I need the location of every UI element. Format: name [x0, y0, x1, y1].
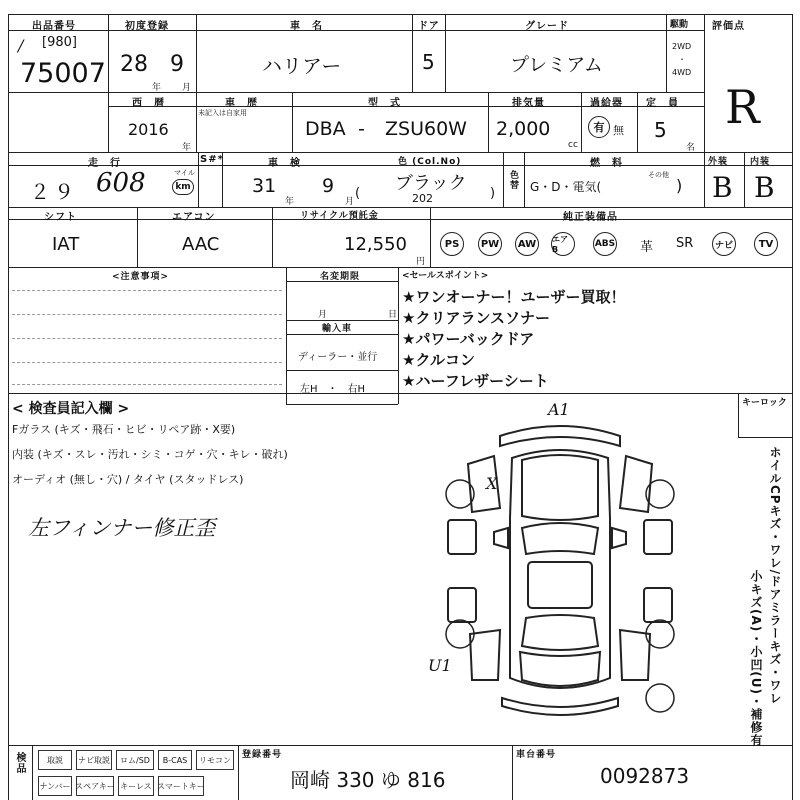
divider — [488, 92, 489, 152]
divider — [108, 14, 109, 152]
inspection-label: 車 検 — [268, 158, 301, 169]
divider — [238, 745, 239, 800]
check-bcas: B-CAS — [158, 750, 192, 770]
doors: 5 — [422, 50, 435, 74]
sales-point: ★クルコン — [402, 351, 475, 369]
western-year: 2016 — [128, 120, 169, 139]
turbo-label: 過給器 — [590, 98, 623, 109]
western-label: 西 暦 — [132, 98, 165, 109]
title-day: 日 — [388, 310, 398, 320]
mile-unit: マイル — [174, 169, 195, 177]
divider — [512, 745, 513, 800]
inspection-month: 9 — [322, 175, 335, 197]
repaint-label: 色替 — [508, 170, 518, 190]
lot-slash: / — [18, 36, 24, 55]
dash-line — [12, 314, 282, 315]
interior-grade: B — [754, 171, 775, 204]
model-dash: - — [358, 118, 365, 140]
exterior-grade: B — [712, 171, 733, 204]
legend-line-2: 小キズ(A)・小凹(U)・補修有 — [749, 570, 763, 747]
sales-point: ★クリアランスソナー — [402, 309, 550, 327]
dealer-parallel: ディーラー・並行 — [298, 352, 378, 363]
chassis-label: 車台番号 — [516, 750, 557, 760]
divider — [272, 207, 273, 267]
equip-sr: SR — [676, 236, 694, 251]
divider — [286, 267, 287, 404]
inspector-glass: Fガラス (キズ・飛石・ヒビ・リペア跡・X要) — [12, 423, 236, 436]
frame-right — [792, 14, 793, 800]
color-code: 202 — [412, 192, 433, 205]
ac-label: エアコン — [172, 212, 216, 223]
cc-unit: cc — [568, 140, 578, 150]
capacity-unit: 名 — [686, 143, 696, 153]
ac: AAC — [182, 234, 220, 255]
model-prefix: DBA — [305, 118, 346, 140]
divider — [581, 92, 582, 152]
inspection-year: 31 — [252, 175, 277, 197]
handle-line — [286, 370, 398, 371]
dash-line — [12, 290, 282, 291]
check-navi-manual: ナビ取説 — [76, 750, 112, 770]
interior-label: 内装 — [750, 157, 771, 167]
check-keyless: キーレス — [118, 776, 154, 796]
chassis-number: 0092873 — [600, 764, 690, 788]
equip-leather: 革 — [640, 240, 654, 255]
legend-line-1: ホイルCPキズ・ワレ/ドアミラーキズ・ワレ — [768, 446, 782, 705]
sales-label: <セールスポイント> — [402, 271, 489, 281]
divider — [196, 14, 197, 92]
divider — [412, 14, 413, 92]
frame-top — [8, 14, 792, 15]
km-unit: km — [172, 179, 194, 195]
history-note: 未記入は自家用 — [198, 109, 247, 117]
drive-dot: ・ — [678, 55, 686, 64]
divider — [637, 92, 638, 152]
reg-year: 28 — [120, 52, 148, 77]
keylock-label: キーロック — [742, 398, 787, 408]
row4-bottom-line — [8, 267, 792, 268]
plate-label: 登録番号 — [242, 750, 283, 760]
divider — [503, 152, 504, 207]
equip-aw: AW — [515, 232, 539, 256]
equip-ps: PS — [440, 232, 464, 256]
recycle-amount: 12,550 — [344, 234, 407, 255]
drive-label: 駆動 — [670, 20, 689, 30]
inspector-interior: 内装 (キズ・スレ・汚れ・シミ・コゲ・穴・キレ・破れ) — [12, 448, 288, 461]
check-rom-sd: ロム/SD — [116, 750, 154, 770]
reg-month: 9 — [170, 52, 184, 77]
fuel-label: 燃 料 — [590, 158, 623, 169]
lot-label: 出品番号 — [32, 21, 76, 32]
color-open-paren: ( — [355, 186, 361, 201]
divider — [744, 152, 745, 207]
check-spare-key: スペアキー — [76, 776, 114, 796]
check-manual: 取説 — [38, 750, 72, 770]
score: R — [725, 80, 760, 134]
sales-point: ★ワンオーナー！ユーザー買取！ — [402, 288, 626, 306]
doors-label: ドア — [418, 21, 440, 32]
check-remote: リモコン — [196, 750, 234, 770]
model-code: ZSU60W — [385, 118, 467, 140]
divider — [445, 14, 446, 92]
check-smart-key: スマートキー — [158, 776, 204, 796]
check-number-plate: ナンバー — [38, 776, 72, 796]
divider — [222, 152, 223, 207]
title-label: 名変期限 — [320, 272, 361, 282]
inspector-audio-tire: オーディオ (無し・穴) / タイヤ (スタッドレス) — [12, 473, 244, 486]
check-label: 検品 — [14, 752, 25, 774]
row4-label-line — [8, 219, 792, 220]
displacement: 2,000 — [496, 118, 551, 140]
divider — [430, 207, 431, 267]
reg-label: 初度登録 — [125, 21, 169, 32]
notes-bottom-line — [8, 393, 792, 394]
equipment-label: 純正装備品 — [563, 212, 618, 223]
drive-2wd: 2WD — [672, 42, 692, 51]
mileage-label: 走 行 — [88, 158, 121, 169]
history-label: 車 歴 — [225, 98, 258, 109]
handle-side: 左H ・ 右H — [300, 384, 366, 395]
fuel-other: その他 — [648, 171, 669, 179]
sales-point: ★ハーフレザーシート — [402, 372, 549, 390]
divider — [738, 393, 739, 437]
divider — [32, 745, 33, 800]
equip-navi: ナビ — [712, 232, 736, 256]
divider — [198, 152, 199, 207]
reg-year-unit: 年 — [152, 83, 162, 93]
dash-line — [12, 338, 282, 339]
turbo-no: 無 — [613, 124, 624, 137]
lot-sub: [980] — [42, 35, 77, 50]
title-month: 月 — [318, 310, 328, 320]
model-label: 型 式 — [368, 98, 401, 109]
inspection-month-unit: 月 — [345, 197, 355, 207]
notes-box-bottom — [286, 404, 398, 405]
divider — [196, 92, 197, 152]
color-name: ブラック — [395, 173, 467, 194]
frame-left — [8, 14, 9, 800]
row1-bottom-line — [8, 92, 704, 93]
fuel-options: G・D・電気( — [530, 180, 602, 194]
title-line — [286, 281, 398, 282]
plate-number: 岡崎 330 ゆ 816 — [290, 768, 446, 792]
inspector-title: < 検査員記入欄 > — [12, 401, 130, 417]
equip-pw: PW — [478, 232, 502, 256]
divider — [398, 267, 399, 404]
recycle-yen: 円 — [416, 257, 426, 267]
turbo-yes: 有 — [588, 116, 610, 138]
footer-top-line — [8, 745, 792, 746]
car-damage-diagram — [410, 398, 710, 743]
shift-label: シフト — [44, 212, 77, 223]
grade: プレミアム — [510, 54, 603, 76]
car-name-label: 車 名 — [290, 21, 323, 32]
lot-number: 75007 — [20, 58, 106, 89]
inspection-year-unit: 年 — [285, 197, 295, 207]
row2-bottom-line — [8, 152, 704, 153]
western-year-unit: 年 — [182, 143, 192, 153]
equip-abs: ABS — [593, 232, 617, 256]
inspector-handwritten-note: 左フィンナー修正歪 — [28, 516, 216, 540]
damage-mark-u1: U1 — [428, 656, 452, 675]
equip-tv: TV — [754, 232, 778, 256]
divider — [292, 92, 293, 152]
import-sub-line — [286, 334, 398, 335]
color-label: 色 (Col.No) — [398, 157, 462, 167]
divider — [137, 207, 138, 267]
color-close-paren: ) — [490, 186, 496, 201]
fuel-close-paren: ) — [676, 176, 683, 195]
row3-bottom-line — [8, 207, 792, 208]
dash-line — [12, 362, 282, 363]
grade-label: グレード — [525, 21, 569, 32]
exterior-label: 外装 — [708, 157, 729, 167]
import-label: 輸入車 — [322, 324, 353, 334]
score-label: 評価点 — [712, 21, 745, 32]
reg-month-unit: 月 — [182, 83, 192, 93]
equip-airbag: エアB — [551, 232, 575, 256]
divider — [666, 14, 667, 92]
displacement-label: 排気量 — [512, 98, 545, 109]
mileage-prefix: ２９ — [30, 180, 78, 204]
recycle-label: リサイクル預託金 — [300, 211, 379, 221]
caution-label: <注意事項> — [112, 272, 170, 282]
drive-4wd: 4WD — [672, 68, 692, 77]
sales-point: ★パワーバックドア — [402, 330, 535, 348]
car-name: ハリアー — [262, 54, 342, 78]
damage-mark-a1: A1 — [548, 400, 570, 419]
capacity-label: 定 員 — [646, 98, 679, 109]
s-label: S#* — [200, 154, 224, 165]
header-label-line — [8, 30, 704, 31]
divider — [704, 14, 705, 207]
keylock-line — [738, 437, 792, 438]
shift: IAT — [52, 234, 80, 255]
dash-line — [12, 384, 282, 385]
capacity: 5 — [654, 118, 667, 142]
mileage-handwritten: 608 — [96, 168, 146, 198]
damage-mark-x: X — [486, 474, 498, 493]
divider — [524, 152, 525, 207]
score-box-line — [704, 152, 792, 153]
